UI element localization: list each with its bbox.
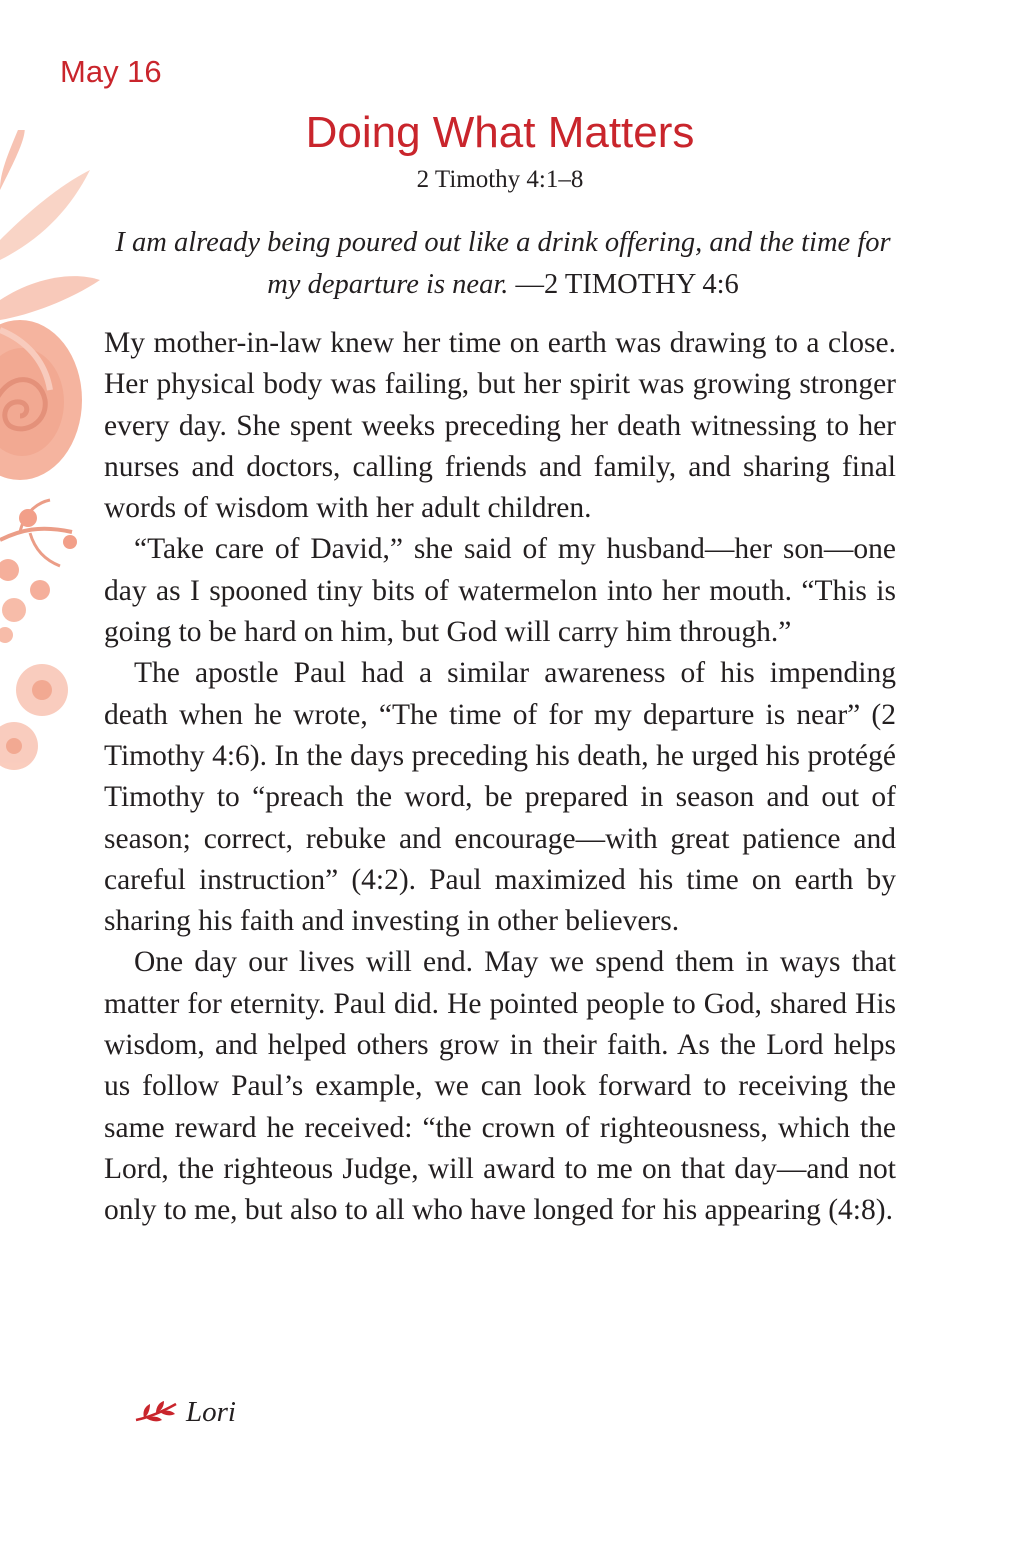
author-name: Lori [186,1396,236,1428]
leaf-sprig-icon [134,1400,178,1426]
scripture-reference: 2 Timothy 4:1–8 [416,166,584,193]
floral-decoration [0,130,110,790]
paragraph: “Take care of David,” she said of my husband—her son—one day as I spooned tiny bits of watermelon into her mouth. “This is going to be hard on him, but God will carry him through.” [104,533,896,649]
entry-date: May 16 [60,54,162,89]
paragraph: One day our lives will end. May we spend them in ways that matter for eternity. Paul did. He pointed people to God, shared His wisdom, and helped others grow in their faith. As the Lord helps us follow Paul’s example, we can look forward to receiving the same reward he received: “the crown of righteousness, which the Lord, the righteous Judge, will award to me on that day—and not only to me, but also to all who have longed for his appearing (4:8). [104,946,896,1227]
author-signature [134,1396,236,1429]
key-verse-text: I am already being poured out like a drink offering, and the time for my departure is near. [115,227,891,300]
key-verse-citation: —2 TIMOTHY 4:6 [515,269,739,300]
paragraph: The apostle Paul had a similar awareness of his impending death when he wrote, “The time of for my departure is near” (2 Timothy 4:6). In the days preceding his death, he urged his protégé Timothy to “preach the word, be prepared in season and out of season; correct, rebuke and encourage—with great patience and careful instruction” (4:2). Paul maximized his time on earth by sharing his faith and investing in other believers. [104,657,896,938]
key-verse [110,222,896,306]
page-title: Doing What Matters [305,108,695,157]
paragraph: My mother-in-law knew her time on earth was drawing to a close. Her physical body was failing, but her spirit was growing stronger every day. She spent weeks preceding her death witnessing to her nurses and doctors, calling friends and family, and sharing final words of wisdom with her adult children. [104,327,896,525]
devotional-body [104,323,896,1232]
